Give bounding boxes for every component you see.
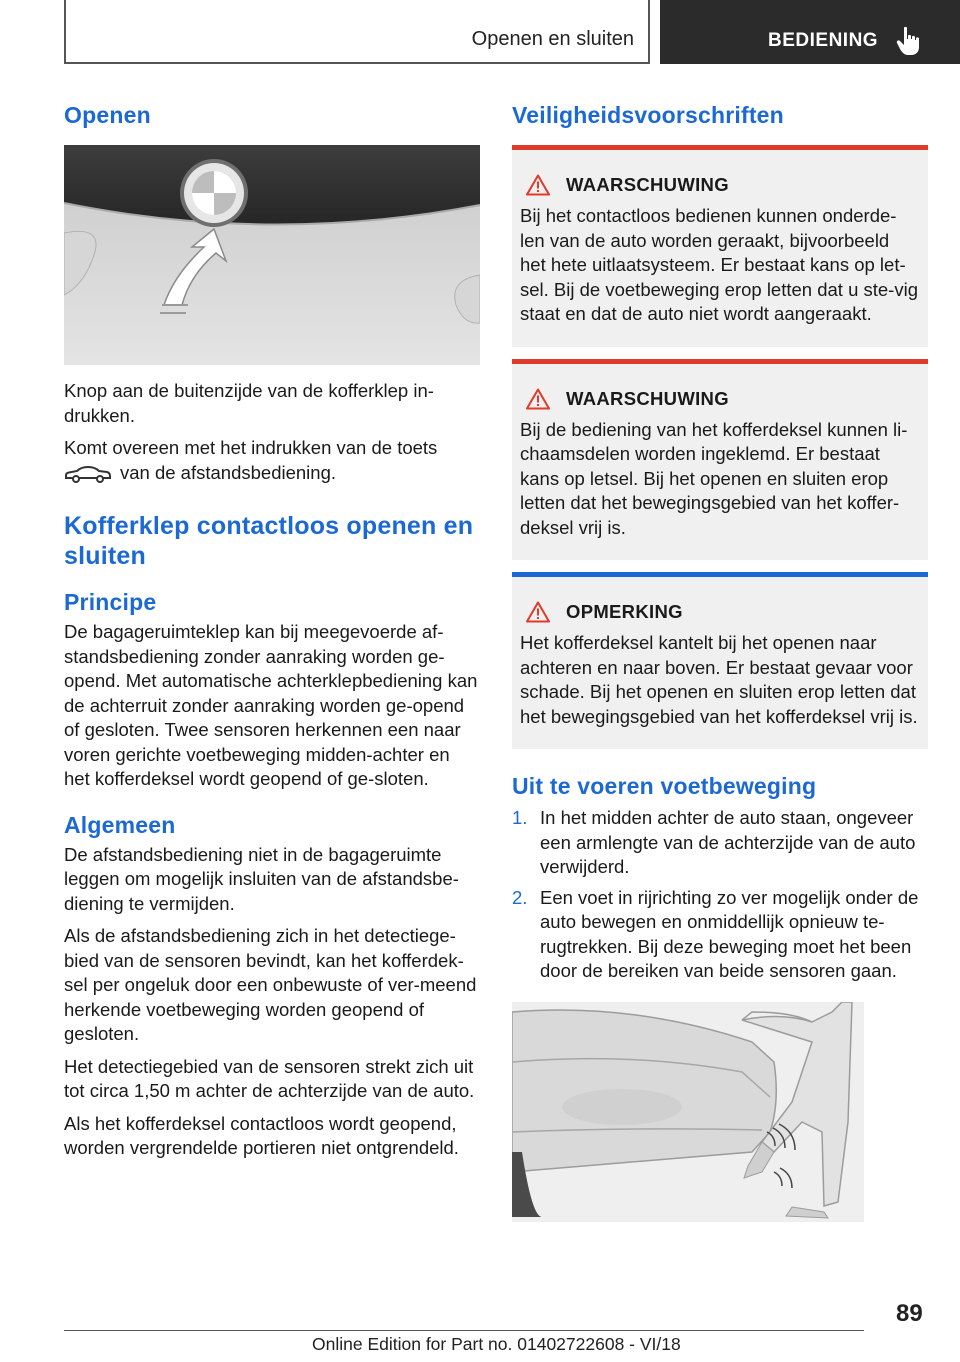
algemeen-paragraph-4: Als het kofferdeksel contactloos wordt geopend, worden vergrendelde portieren niet ontgrendeld. xyxy=(64,1112,459,1158)
page-header-frame xyxy=(64,0,650,64)
trunk-button-figure xyxy=(64,145,480,365)
footer-edition: Online Edition for Part no. 01402722608 - VI/18 xyxy=(312,1334,681,1354)
section-title: Openen en sluiten xyxy=(471,28,634,50)
warning-1-text: Bij het contactloos bedienen kunnen onderde-len van de auto worden geraakt, bijvoorbeeld het hete uitlaatsysteem. Er bestaat kans op let-sel. Bij de voetbeweging erop letten dat u ste-vig staat en dat de auto niet wordt aangeraakt. xyxy=(520,205,918,324)
warning-box-2 xyxy=(512,359,928,561)
openen-paragraph-1: Knop aan de buitenzijde van de kofferklep in-drukken. xyxy=(64,380,434,426)
note-title xyxy=(526,601,920,623)
algemeen-paragraph-3: Het detectiegebied van de sensoren strekt zich uit tot circa 1,50 m achter de achterzijde van de auto. xyxy=(64,1055,475,1101)
heading-openen: Openen xyxy=(64,102,151,128)
step-number: 1. xyxy=(512,807,528,828)
openen-paragraph-2 xyxy=(64,436,480,485)
warning-2-title xyxy=(526,388,920,410)
list-item xyxy=(512,886,928,984)
warning-1-label: WAARSCHUWING xyxy=(566,174,729,195)
chapter-tab[interactable] xyxy=(660,0,960,64)
openen-paragraph-2-end: van de afstandsbediening. xyxy=(120,461,337,483)
footer-divider xyxy=(64,1330,864,1331)
step-number: 2. xyxy=(512,886,528,908)
warning-triangle-icon xyxy=(526,174,550,196)
foot-movement-illustration xyxy=(512,1002,864,1222)
warning-2-text: Bij de bediening van het kofferdeksel kunnen li-chaamsdelen worden ingeklemd. Er bestaat kans op letsel. Bij het openen en sluiten erop letten dat het bewegingsgebied van het koffer-deksel vrij is. xyxy=(520,418,908,538)
algemeen-paragraph-2: Als de afstandsbediening zich in het detectiege-bied van de sensoren bevindt, kan het kofferdek-sel per ongeluk door een onbewuste of ver-meend herkende voetbeweging worden geopend of gesloten. xyxy=(64,925,477,1044)
list-item xyxy=(512,806,928,880)
trunk-button-illustration xyxy=(64,145,480,365)
hand-pointer-icon xyxy=(896,26,922,56)
warning-box-1 xyxy=(512,145,928,347)
heading-principe: Principe xyxy=(64,589,157,615)
algemeen-paragraph-1: De afstandsbediening niet in de bagageruimte leggen om mogelijk insluiten van de afstandsbe-diening te vermijden. xyxy=(64,843,459,914)
heading-veiligheidsvoorschriften: Veiligheidsvoorschriften xyxy=(512,102,784,128)
heading-uit-te-voeren-voetbeweging: Uit te voeren voetbeweging xyxy=(512,773,817,799)
chapter-title: BEDIENING xyxy=(768,30,879,51)
warning-1-title xyxy=(526,174,920,196)
step-text: In het midden achter de auto staan, ongeveer een armlengte van de achterzijde van de auto verwijderd. xyxy=(540,807,916,877)
note-box xyxy=(512,572,928,749)
note-label: OPMERKING xyxy=(566,601,683,622)
openen-paragraph-2-start: Komt overeen met het indrukken van de toets xyxy=(64,437,438,458)
steps-list xyxy=(512,806,928,984)
step-text: Een voet in rijrichting zo ver mogelijk onder de auto bewegen en onmiddellijk opnieuw te-rugtrekken. Bij deze beweging moet het been door de bereiken van beide sensoren gaan. xyxy=(540,886,919,981)
heading-kofferklep-contactloos: Kofferklep contactloos openen en sluiten xyxy=(64,512,474,570)
note-text: Het kofferdeksel kantelt bij het openen naar achteren en naar boven. Er bestaat gevaar voor schade. Bij het openen en sluiten erop letten dat het bewegingsgebied van het kofferdeksel vrij is. xyxy=(520,632,918,727)
warning-2-label: WAARSCHUWING xyxy=(566,387,729,409)
page-number: 89 xyxy=(896,1300,923,1327)
car-key-icon xyxy=(64,465,112,483)
warning-triangle-icon xyxy=(526,601,550,623)
principe-paragraph: De bagageruimteklep kan bij meegevoerde af-standsbediening zonder aanraking worden ge-opend. Met automatische achterklepbediening kan de achterruit zonder aanraking worden ge-opend of gesloten. Twee sensoren herkennen een naar voren gerichte voetbeweging midden-achter en het kofferdeksel wordt geopend of ge-sloten. xyxy=(64,621,478,789)
right-column xyxy=(512,102,928,1222)
left-column xyxy=(64,102,480,1161)
foot-movement-figure xyxy=(512,1002,864,1222)
heading-algemeen: Algemeen xyxy=(64,811,176,838)
warning-triangle-icon xyxy=(526,388,550,410)
